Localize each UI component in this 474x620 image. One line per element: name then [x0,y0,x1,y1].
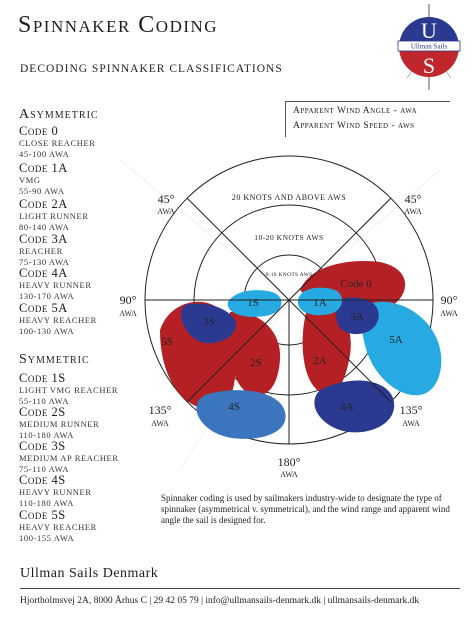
angle-180: 180° [277,455,301,469]
page-title: Spinnaker Coding [18,12,219,38]
angle-45-right: 45° [404,192,422,206]
code-range: 110-180 AWA [19,429,74,440]
angle-45-left-unit: AWA [157,207,175,216]
logo-band-text: Ullman Sails [410,42,448,51]
angle-180-unit: AWA [280,470,298,479]
sail-label-1s: 1S [247,297,259,309]
code-range: 130-170 AWA [19,290,75,301]
code-description: HEAVY REACHER [19,315,97,325]
angle-135-right-unit: AWA [402,419,420,428]
ring-label-inner: 0-10 KNOTS AWS [265,272,313,278]
angle-135-right: 135° [399,403,423,417]
sail-4a [314,381,394,433]
sail-label-1a: 1A [313,297,327,309]
code-range: 100-155 AWA [19,532,75,543]
code-label: Code 2S [19,405,66,419]
sail-label-code0: Code 0 [340,278,372,290]
footer-divider [20,588,460,589]
angle-90-right: 90° [440,293,458,307]
code-range: 55-90 AWA [19,185,65,196]
logo-letter-s: S [422,53,436,78]
sail-label-2a: 2A [313,355,327,367]
code-description: MEDIUM AP REACHER [19,453,119,463]
sail-4s [196,390,285,439]
code-description: LIGHT VMG REACHER [19,385,119,395]
angle-90-right-unit: AWA [440,309,458,318]
code-description: REACHER [19,246,63,256]
code-label: Code 5A [19,301,68,315]
code-label: Code 5S [19,508,66,522]
code-range: 75-110 AWA [19,463,70,474]
code-range: 45-100 AWA [19,148,70,159]
code-description: HEAVY RUNNER [19,280,92,290]
code-range: 55-110 AWA [19,395,70,406]
code-description: HEAVY RUNNER [19,487,92,497]
code-label: Code 1A [19,161,68,175]
code-label: Code 1S [19,371,66,385]
sail-label-2s: 2S [250,357,262,369]
sail-label-5a: 5A [389,334,403,346]
footer-company-name: Ullman Sails Denmark [20,566,159,581]
angle-45-left: 45° [157,192,175,206]
code-label: Code 3S [19,439,66,453]
code-description: LIGHT RUNNER [19,211,89,221]
page-subtitle: DECODING SPINNAKER CLASSIFICATIONS [20,63,283,75]
sail-label-5s: 5S [161,336,173,348]
angle-135-left: 135° [148,403,172,417]
code-range: 110-180 AWA [19,497,74,508]
code-range: 75-130 AWA [19,256,70,267]
code-label: Code 4S [19,473,66,487]
code-label: Code 3A [19,232,68,246]
code-label: Code 0 [19,124,59,138]
angle-45-right-unit: AWA [404,207,422,216]
line-45-left [187,198,289,300]
ring-label-middle: 10-20 KNOTS AWS [254,233,324,242]
ring-label-outer: 20 KNOTS AND ABOVE AWS [231,193,347,202]
sail-label-3a: 3A [350,311,364,323]
footer-contact: Hjortholmsvej 2A, 8000 Århus C | 29 42 05 79 | info@ullmansails-denmark.dk | ullmansails-denmark.dk [20,596,420,606]
sail-label-3s: 3S [203,316,215,328]
angle-135-left-unit: AWA [151,419,169,428]
asymmetric-heading: Asymmetric [19,107,99,122]
sail-label-4s: 4S [228,401,240,413]
legend-aws: Apparent Wind Speed - aws [293,121,415,131]
code-label: Code 4A [19,266,68,280]
angle-90-left-unit: AWA [119,309,137,318]
code-description: MEDIUM RUNNER [19,419,100,429]
code-range: 100-130 AWA [19,325,75,336]
list-item [19,508,97,543]
code-label: Code 2A [19,197,68,211]
spinnaker-polar-diagram [0,150,474,480]
legend-awa: Apparent Wind Angle - awa [293,106,418,116]
symmetric-heading: Symmetric [19,352,90,367]
code-range: 80-140 AWA [19,221,70,232]
angle-90-left: 90° [119,293,137,307]
code-description: VMG [19,175,41,185]
code-description: CLOSE REACHER [19,138,96,148]
description-text: Spinnaker coding is used by sailmakers industry-wide to designate the type of spinnaker (asymmetrical v. symmetrical), and the wind range and apparent wind angle the sail is designed for. [161,493,450,525]
logo-letter-u: U [421,18,437,43]
sail-label-4a: 4A [340,401,354,413]
ullman-sails-logo [393,4,465,90]
code-description: HEAVY REACHER [19,522,97,532]
